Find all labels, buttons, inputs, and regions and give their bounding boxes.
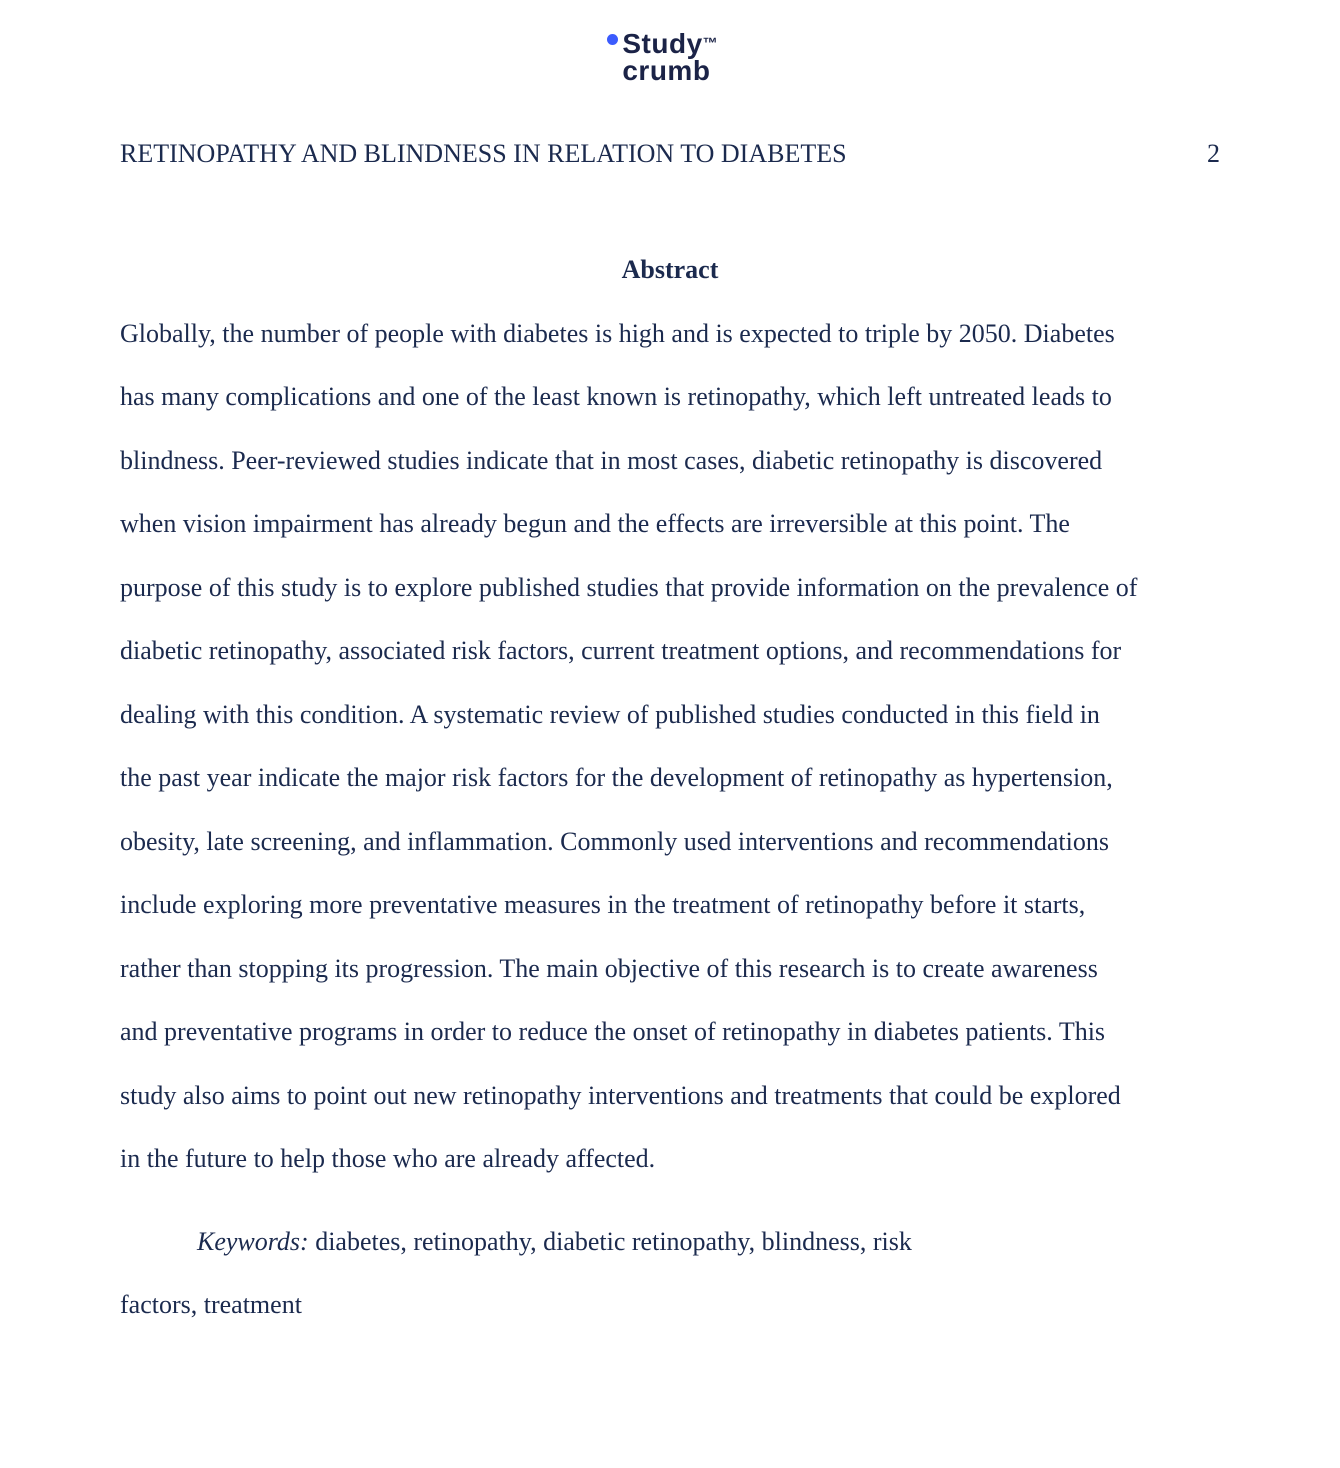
logo-word-crumb: crumb — [622, 55, 711, 86]
abstract-line: include exploring more preventative measures in the treatment of retinopathy before it starts, — [120, 890, 1086, 919]
abstract-line: study also aims to point out new retinopathy interventions and treatments that could be explored — [120, 1080, 1121, 1110]
running-head: RETINOPATHY AND BLINDNESS IN RELATION TO DIABETES — [120, 139, 847, 168]
trademark-symbol: ™ — [702, 35, 718, 52]
keywords-paragraph — [120, 1210, 1220, 1337]
studycrumb-logo — [622, 30, 717, 84]
keywords-line: factors, treatment — [120, 1290, 302, 1319]
keywords-list: diabetes, retinopathy, diabetic retinopathy, blindness, risk — [315, 1226, 912, 1256]
abstract-line: rather than stopping its progression. The main objective of this research is to create awareness — [120, 953, 1098, 983]
abstract-line: when vision impairment has already begun and the effects are irreversible at this point. The — [120, 509, 1070, 538]
abstract-line: purpose of this study is to explore published studies that provide information on the prevalence of — [120, 572, 1138, 602]
logo-word-study: Study — [622, 28, 703, 59]
abstract-line: dealing with this condition. A systematic review of published studies conducted in this field in — [120, 699, 1100, 729]
logo-container — [0, 0, 1340, 84]
keywords-label: Keywords: — [197, 1226, 309, 1256]
abstract-line: blindness. Peer-reviewed studies indicate that in most cases, diabetic retinopathy is discovered — [120, 445, 1103, 475]
abstract-heading: Abstract — [621, 255, 719, 284]
document-page — [0, 141, 1340, 1337]
page-number: 2 — [1207, 139, 1220, 168]
logo-dot-icon — [607, 34, 618, 45]
abstract-line: and preventative programs in order to reduce the onset of retinopathy in diabetes patients. This — [120, 1017, 1106, 1046]
abstract-line: in the future to help those who are already affected. — [120, 1144, 656, 1173]
keywords-line — [120, 1210, 1220, 1274]
abstract-line: Globally, the number of people with diabetes is high and is expected to triple by 2050. Diabetes — [120, 318, 1115, 348]
abstract-line: diabetic retinopathy, associated risk factors, current treatment options, and recommendations for — [120, 636, 1122, 665]
abstract-paragraph — [120, 302, 1220, 1191]
abstract-line: obesity, late screening, and inflammation. Commonly used interventions and recommendations — [120, 826, 1109, 856]
abstract-line: has many complications and one of the least known is retinopathy, which left untreated leads to — [120, 382, 1112, 411]
page-header — [120, 141, 1220, 167]
abstract-line: the past year indicate the major risk factors for the development of retinopathy as hypertension, — [120, 763, 1113, 792]
